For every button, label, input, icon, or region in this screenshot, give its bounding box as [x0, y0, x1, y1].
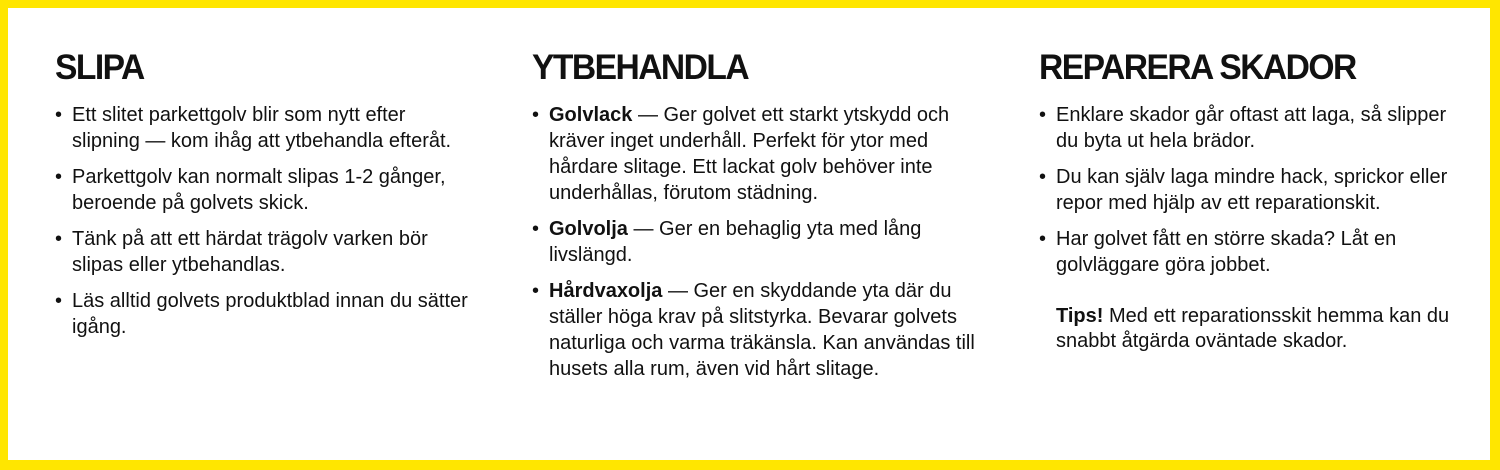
list-item: • Golvolja — Ger en behaglig yta med lång livslängd.	[532, 218, 922, 266]
list-item: • Har golvet fått en större skada? Låt en golvläggare göra jobbet.	[1039, 228, 1397, 276]
ytbehandla-list	[532, 102, 982, 382]
section-title-ytbehandla: YTBEHANDLA	[532, 48, 749, 87]
list-item: • Parkettgolv kan normalt slipas 1-2 gånger, beroende på golvets skick.	[55, 166, 446, 214]
bullet-icon: •	[532, 218, 540, 240]
list-item: • Läs alltid golvets produktblad innan du sätter igång.	[55, 290, 468, 338]
bullet-icon: •	[532, 104, 540, 126]
list-item: • Du kan själv laga mindre hack, sprickor eller repor med hjälp av ett reparationskit.	[1039, 166, 1448, 214]
list-item: • Golvlack — Ger golvet ett starkt ytskydd och kräver inget underhåll. Perfekt för ytor med hårdare slitage. Ett lackat golv behöver inte underhållas, förutom städning.	[532, 104, 950, 204]
reparera-list	[1039, 102, 1459, 278]
list-item: • Enklare skador går oftast att laga, så slipper du byta ut hela brädor.	[1039, 104, 1447, 152]
bullet-icon: •	[1039, 166, 1047, 188]
bullet-icon: •	[55, 104, 63, 126]
section-title-slipa: SLIPA	[55, 48, 144, 87]
tip-text: Med ett reparationsskit hemma kan du snabbt åtgärda oväntade skador.	[1056, 305, 1450, 352]
item-bold-label: Golvolja	[549, 218, 628, 240]
list-item: • Hårdvaxolja — Ger en skyddande yta där du ställer höga krav på slitstyrka. Bevarar golvets naturliga och varma träkänsla. Kan användas till husets alla rum, även vid hårt slitage.	[532, 280, 975, 380]
item-bold-label: Hårdvaxolja	[549, 280, 663, 302]
section-reparera-skador	[1039, 46, 1459, 354]
tip-label: Tips!	[1056, 305, 1104, 327]
bullet-icon: •	[55, 290, 63, 312]
list-item: • Tänk på att ett härdat trägolv varken bör slipas eller ytbehandlas.	[55, 228, 428, 276]
section-slipa	[55, 46, 475, 350]
bullet-icon: •	[1039, 228, 1047, 250]
section-ytbehandla	[532, 46, 982, 392]
bullet-icon: •	[55, 166, 63, 188]
tip-paragraph	[1056, 304, 1459, 354]
section-title-reparera: REPARERA SKADOR	[1039, 48, 1356, 87]
slipa-list	[55, 102, 475, 340]
item-bold-label: Golvlack	[549, 104, 633, 126]
bullet-icon: •	[55, 228, 63, 250]
list-item: • Ett slitet parkettgolv blir som nytt efter slipning — kom ihåg att ytbehandla efteråt.	[55, 104, 452, 152]
bullet-icon: •	[1039, 104, 1047, 126]
bullet-icon: •	[532, 280, 540, 302]
